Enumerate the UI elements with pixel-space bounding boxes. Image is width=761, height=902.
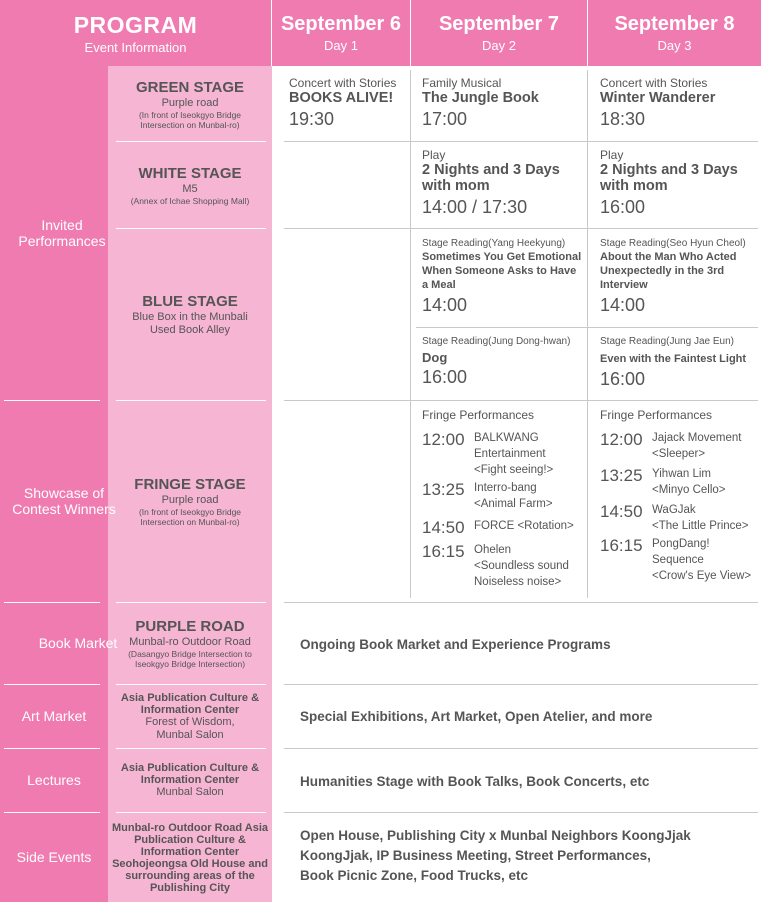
fringe-act-line: Jajack Movement — [652, 432, 742, 444]
event-type: Concert with Stories — [289, 76, 397, 90]
green-stage-name: GREEN STAGE — [135, 78, 245, 96]
event-type: Play — [600, 148, 624, 162]
event-title: Winter Wanderer — [600, 90, 716, 106]
fringe-slot — [600, 430, 758, 462]
category-book-market: Book Market — [38, 635, 118, 651]
green-stage-note: (In front of Iseokgyo Bridge Intersection on Munbal-ro) — [138, 109, 242, 130]
fringe-act-line: <The Little Prince> — [652, 520, 749, 532]
fringe-time: 13:25 — [422, 480, 465, 499]
fringe-act-line: <Minyo Cello> — [652, 484, 726, 496]
fringe-act-line: BALKWANG — [474, 432, 539, 444]
header-day2 — [411, 0, 587, 66]
category-lectures: Lectures — [27, 772, 81, 788]
event-type: Family Musical — [422, 76, 502, 90]
category-art-market: Art Market — [21, 708, 87, 724]
fringe-act-line: <Sleeper> — [652, 448, 706, 460]
art-venue-name: Asia Publication Culture & Information Center — [120, 691, 260, 716]
fringe-time: 12:00 — [422, 430, 465, 449]
grid-line — [284, 602, 758, 603]
grid-line — [284, 812, 758, 813]
header-program — [0, 0, 271, 66]
side-events-desc — [300, 826, 691, 886]
blue-stage-name: BLUE STAGE — [142, 292, 238, 310]
day3-date: September 8 — [614, 13, 735, 35]
art-market-venue — [108, 685, 272, 748]
fringe-time: 13:25 — [600, 466, 643, 485]
fringe-stage-name: FRINGE STAGE — [134, 476, 246, 493]
lectures-venue — [108, 749, 272, 812]
day2-date: September 7 — [438, 13, 560, 35]
grid-line — [284, 748, 758, 749]
fringe-slot — [600, 466, 758, 498]
green-stage-sub: Purple road — [161, 96, 219, 109]
row-divider — [4, 602, 100, 603]
fringe-time: 14:50 — [600, 502, 643, 521]
header-day3 — [588, 0, 761, 66]
event-title: 2 Nights and 3 Days with mom — [422, 162, 560, 194]
event-title: About the Man Who Acted Unexpectedly in the 3rd Interview — [600, 251, 737, 291]
art-market-desc: Special Exhibitions, Art Market, Open Atelier, and more — [300, 709, 653, 724]
event-title: BOOKS ALIVE! — [289, 90, 394, 106]
row-divider — [4, 748, 100, 749]
white-day2 — [422, 148, 582, 218]
program-subtitle: Event Information — [84, 40, 187, 55]
purple-road-name: PURPLE ROAD — [135, 618, 245, 635]
event-title: 2 Nights and 3 Days with mom — [600, 162, 738, 194]
fringe-slot — [422, 518, 584, 538]
header-day1 — [272, 0, 410, 66]
fringe-act-line: PongDang! — [652, 538, 710, 550]
purple-road-note: (Dasangyo Bridge Intersection to Iseokgyo Bridge Intersection) — [128, 649, 252, 669]
fringe-act-line: Noiseless noise> — [474, 576, 562, 588]
event-time: 17:00 — [422, 109, 468, 129]
event-time: 14:00 / 17:30 — [422, 197, 528, 217]
side-events-line: Open House, Publishing City x Munbal Neighbors KoongJjak — [300, 828, 691, 843]
white-stage — [108, 142, 272, 228]
white-stage-name: WHITE STAGE — [138, 164, 242, 182]
event-type: Concert with Stories — [600, 76, 708, 90]
fringe-stage-note: (In front of Iseokgyo Bridge Intersection on Munbal-ro) — [138, 507, 242, 527]
event-time: 19:30 — [289, 109, 335, 129]
fringe-act — [474, 518, 574, 534]
green-day2 — [422, 76, 582, 130]
event-title: Sometimes You Get Emotional When Someone Asks to Have a Meal — [422, 251, 582, 291]
fringe-stage-sub: Purple road — [161, 494, 219, 506]
fringe-act-line: WaGJak — [652, 504, 696, 516]
category-side-events: Side Events — [16, 849, 92, 865]
grid-line-vertical — [587, 70, 588, 598]
lectures-venue-sub: Munbal Salon — [156, 786, 224, 798]
row-divider — [4, 684, 100, 685]
white-day3 — [600, 148, 758, 218]
event-type: Stage Reading(Jung Jae Eun) — [600, 336, 734, 347]
event-time: 16:00 — [600, 369, 646, 389]
grid-line — [284, 141, 758, 142]
fringe-time: 16:15 — [600, 536, 643, 555]
event-type: Play — [422, 148, 446, 162]
fringe-slot — [422, 542, 584, 590]
fringe-time: 16:15 — [422, 542, 465, 561]
row-divider — [4, 812, 100, 813]
side-events-line: Book Picnic Zone, Food Trucks, etc — [300, 868, 529, 883]
fringe-act-line: <Crow's Eye View> — [652, 570, 752, 582]
fringe-heading: Fringe Performances — [422, 408, 535, 422]
event-type: Stage Reading(Yang Heekyung) — [422, 238, 566, 249]
fringe-act-line: <Soundless sound — [474, 560, 569, 572]
fringe-time: 12:00 — [600, 430, 643, 449]
row-divider — [4, 400, 100, 401]
event-time: 16:00 — [600, 197, 646, 217]
purple-road-sub: Munbal-ro Outdoor Road — [129, 636, 251, 648]
day2-label: Day 2 — [482, 38, 516, 53]
fringe-act — [652, 536, 751, 584]
blue-stage-sub: Blue Box in the Munbali Used Book Alley — [132, 310, 248, 336]
fringe-act — [474, 480, 553, 512]
event-type: Stage Reading(Seo Hyun Cheol) — [600, 238, 746, 249]
blue-day2-a — [422, 237, 584, 316]
fringe-slot — [600, 536, 758, 584]
category-showcase: Showcase of Contest Winners — [12, 485, 116, 517]
fringe-heading: Fringe Performances — [600, 408, 713, 422]
lectures-desc: Humanities Stage with Book Talks, Book Concerts, etc — [300, 774, 650, 789]
fringe-act-line: Yihwan Lim — [652, 468, 712, 480]
blue-day3-a — [600, 237, 758, 316]
green-stage — [108, 70, 272, 138]
blue-day2-b — [422, 335, 584, 388]
fringe-stage — [108, 401, 272, 602]
event-time: 14:00 — [600, 295, 646, 315]
white-stage-sub: M5 — [182, 182, 198, 195]
book-market-desc: Ongoing Book Market and Experience Programs — [300, 637, 611, 652]
fringe-time: 14:50 — [422, 518, 465, 537]
side-events-venue — [108, 813, 272, 902]
fringe-day3 — [600, 408, 758, 584]
white-stage-note: (Annex of Ichae Shopping Mall) — [130, 195, 250, 206]
event-time: 16:00 — [422, 367, 468, 387]
category-invited: Invited Performances — [18, 217, 106, 249]
purple-road — [108, 603, 272, 684]
event-time: 18:30 — [600, 109, 646, 129]
fringe-slot — [600, 502, 758, 534]
side-venue-name: Munbal-ro Outdoor Road Asia Publication Culture & Information Center Seohojeongsa Old House and surrounding areas of the Publishing City — [111, 821, 269, 894]
art-venue-sub: Forest of Wisdom, Munbal Salon — [145, 715, 235, 741]
event-type: Stage Reading(Jung Dong-hwan) — [422, 336, 571, 347]
fringe-act — [652, 502, 749, 534]
lectures-venue-name: Asia Publication Culture & Information Center — [120, 762, 260, 786]
blue-stage — [108, 229, 272, 400]
day1-date: September 6 — [280, 13, 402, 35]
event-title: Dog — [422, 350, 448, 365]
fringe-act-line: FORCE <Rotation> — [474, 520, 574, 532]
fringe-slot — [422, 430, 584, 478]
fringe-act — [474, 430, 553, 478]
grid-line — [284, 400, 758, 401]
fringe-act-line: Interro-bang — [474, 482, 537, 494]
fringe-act-line: Entertainment — [474, 448, 546, 460]
fringe-day2 — [422, 408, 584, 590]
event-title: Even with the Faintest Light — [600, 353, 747, 365]
blue-day3-b — [600, 335, 758, 390]
grid-line-vertical — [410, 70, 411, 598]
fringe-act-line: <Animal Farm> — [474, 498, 553, 510]
grid-line — [284, 684, 758, 685]
fringe-act — [652, 430, 741, 462]
green-day1 — [289, 76, 409, 130]
fringe-act — [474, 542, 569, 590]
grid-line — [284, 228, 758, 229]
day3-label: Day 3 — [657, 38, 692, 53]
fringe-act-line: <Fight seeing!> — [474, 464, 554, 476]
fringe-slot — [422, 480, 584, 512]
day1-label: Day 1 — [324, 38, 358, 53]
fringe-act — [652, 466, 726, 498]
event-time: 14:00 — [422, 295, 468, 315]
event-title: The Jungle Book — [422, 90, 539, 106]
green-day3 — [600, 76, 758, 130]
program-title: PROGRAM — [73, 12, 198, 38]
fringe-act-line: Sequence — [652, 554, 704, 566]
side-events-line: KoongJjak, IP Business Meeting, Street Performances, — [300, 848, 651, 863]
fringe-act-line: Ohelen — [474, 544, 512, 556]
